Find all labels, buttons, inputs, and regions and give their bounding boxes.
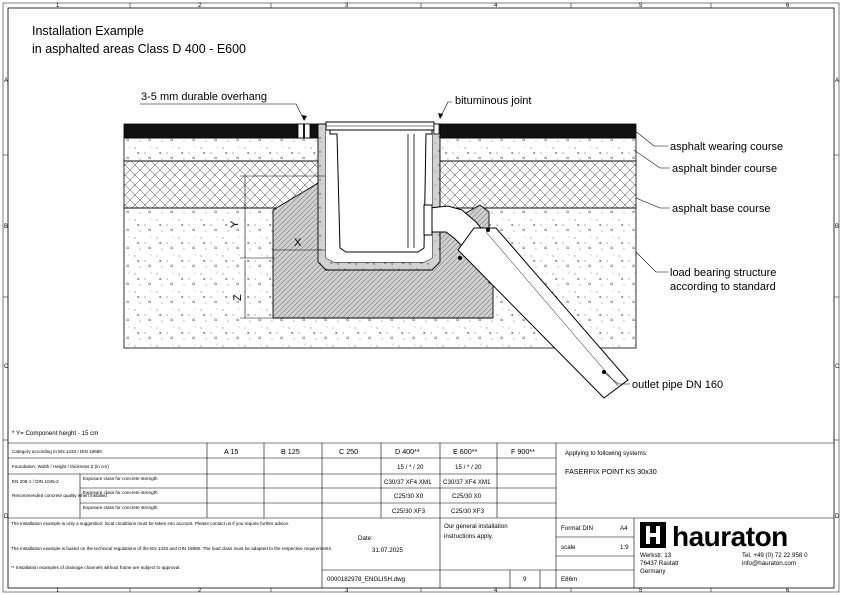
footnote: * Y= Component height - 15 cm — [12, 430, 99, 437]
footer-note-3: ** Installation examples of drainage channels without frame are subject to approval. — [11, 565, 181, 570]
class-b125: B 125 — [281, 447, 300, 456]
label-overhang: 3-5 mm durable overhang — [141, 91, 267, 103]
frame-col-4-bottom: 4 — [494, 588, 498, 594]
label-binder-course: asphalt binder course — [672, 163, 778, 175]
label-outlet-pipe: outlet pipe DN 160 — [632, 379, 724, 391]
scale-label: scale — [561, 544, 576, 551]
date-label: Date: — [358, 535, 373, 542]
brand-name: hauraton — [672, 521, 788, 552]
title-line-1: Installation Example — [32, 24, 144, 38]
spec-table — [8, 443, 834, 518]
system-name: FASERFIX POINT KS 30x30 — [565, 467, 657, 476]
exposure1-e600: C30/37 XF4 XM1 — [443, 479, 491, 486]
frame-col-6-bottom: 6 — [786, 588, 790, 594]
frame-col-1-bottom: 1 — [56, 588, 60, 594]
frame-row-d: D — [4, 514, 9, 520]
row-exposure-1: Exposure class for concrete strength — [83, 476, 158, 481]
title-line-2: in asphalted areas Class D 400 - E600 — [32, 42, 247, 56]
frame-col-3-bottom: 3 — [345, 588, 349, 594]
exposure2-e600: C25/30 X0 — [452, 493, 482, 500]
row-foundation: Foundation: Width / Height / thickness Z (in cm) — [12, 464, 109, 469]
frame-col-5-bottom: 5 — [639, 588, 643, 594]
label-base-course: asphalt base course — [672, 203, 771, 215]
scale-value: 1:9 — [620, 544, 629, 551]
bituminous-joint-marker — [434, 124, 439, 134]
label-bituminous-joint: bituminous joint — [455, 95, 532, 107]
frame-col-3: 3 — [345, 3, 349, 9]
channel-insert — [330, 130, 432, 252]
frame-row-a: A — [4, 78, 9, 84]
general-instructions-2: instructions apply. — [444, 533, 494, 540]
date-value: 31.07.2025 — [372, 547, 403, 554]
frame-col-5: 5 — [639, 3, 643, 9]
cross-section — [124, 122, 636, 398]
hauraton-logo-icon — [640, 522, 666, 548]
frame-row-c: C — [4, 364, 9, 370]
general-instructions-1: Our general installation — [444, 523, 508, 530]
address-city: 76437 Rastatt — [640, 560, 679, 567]
foundation-e600: 15 / * / 20 — [455, 464, 482, 471]
dim-y-label: Y — [229, 220, 241, 228]
class-c250: C 250 — [339, 447, 359, 456]
class-a15: A 15 — [224, 447, 239, 456]
applying-label: Applying to following systems: — [565, 450, 648, 457]
exposure1-d400: C30/37 XF4 XM1 — [384, 479, 432, 486]
label-load-bearing-1: load bearing structure — [670, 267, 777, 279]
dim-z-label: Z — [232, 294, 244, 301]
row-concrete-standard: EN 206-1 / DIN 1045-2 — [12, 479, 59, 484]
row-category: Category according to EN 1433 / DIN 19580 — [12, 449, 102, 454]
class-e600: E 600** — [453, 447, 478, 456]
format-label: Format DIN — [561, 525, 593, 532]
revision-number: 9 — [523, 576, 527, 583]
contact-email: info@hauraton.com — [742, 560, 797, 567]
frame-row-c-right: C — [835, 364, 840, 370]
label-load-bearing-2: according to standard — [670, 281, 776, 293]
row-exposure-2: Exposure class for concrete strength — [83, 490, 158, 495]
label-wearing-course: asphalt wearing course — [670, 141, 784, 153]
class-d400: D 400** — [395, 447, 420, 456]
exposure3-d400: C25/30 XF3 — [392, 508, 426, 515]
class-f900: F 900** — [511, 447, 535, 456]
exposure2-d400: C25/30 X0 — [394, 493, 424, 500]
exposure3-e600: C25/30 XF3 — [451, 508, 485, 515]
dim-x-label: X — [294, 237, 302, 249]
format-value: A4 — [620, 525, 628, 532]
drawing-filename: 0000182978_ENGLISH.dwg — [327, 576, 406, 583]
frame-col-2-bottom: 2 — [198, 588, 202, 594]
footer-note-1: The installation example is only a suggestion; local conditions must be taken into account. Please contact us if you require further advice. — [11, 521, 290, 526]
address-street: Werkstr. 13 — [640, 552, 672, 559]
frame-row-b-right: B — [835, 224, 840, 230]
frame-row-a-right: A — [835, 78, 840, 84]
frame-col-4: 4 — [494, 3, 498, 9]
sheet-number: E86m — [561, 576, 578, 583]
row-exposure-3: Exposure class for concrete strength — [83, 505, 158, 510]
frame-col-1: 1 — [56, 3, 60, 9]
contact-phone: Tel. +49 (0) 72 22 958 0 — [742, 552, 808, 559]
frame-col-2: 2 — [198, 3, 202, 9]
frame-row-d-right: D — [835, 514, 840, 520]
footer-note-2: The installation example is based on the technical regulations of the EN 1433 and DIN 19580. The load class must be adapted to the respective requirements. — [11, 546, 333, 551]
title-block — [11, 518, 808, 588]
frame-col-6: 6 — [786, 3, 790, 9]
row-concrete-note: Recommended concrete quality when installed — [12, 493, 107, 498]
foundation-d400: 15 / * / 20 — [397, 464, 424, 471]
address-country: Germany — [640, 568, 666, 575]
frame-row-b: B — [4, 224, 9, 230]
